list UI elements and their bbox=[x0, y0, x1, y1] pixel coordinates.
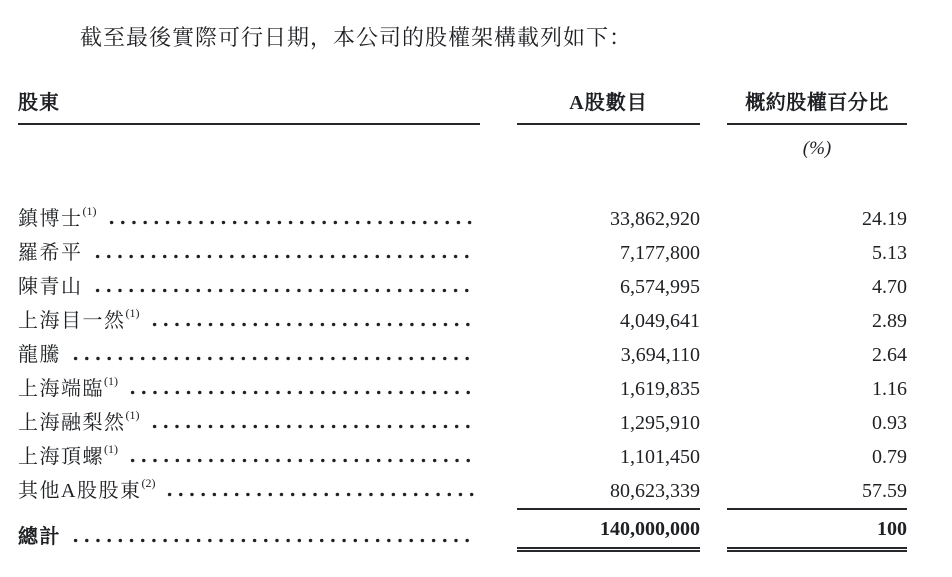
shares-value: 1,101,450 bbox=[620, 446, 700, 468]
shares-value: 6,574,995 bbox=[620, 276, 700, 298]
shareholder-name: 鎮博士 bbox=[18, 208, 83, 230]
shareholder-name: 羅希平 bbox=[18, 242, 83, 264]
table-row bbox=[18, 440, 907, 474]
percentage-value: 5.13 bbox=[872, 242, 907, 264]
shares-value: 80,623,339 bbox=[610, 480, 700, 502]
column-header-percentage: 概約股權百分比 bbox=[727, 90, 907, 125]
intro-text: 截至最後實際可行日期，本公司的股權架構載列如下： bbox=[80, 25, 633, 50]
table-header-row bbox=[18, 90, 907, 125]
dot-leader bbox=[70, 538, 474, 543]
table-row bbox=[18, 406, 907, 440]
shareholder-name: 其他A股股東 bbox=[18, 480, 142, 502]
footnote-marker: (1) bbox=[125, 306, 140, 320]
table-row bbox=[18, 202, 907, 236]
shares-value: 1,295,910 bbox=[620, 412, 700, 434]
percentage-value: 0.79 bbox=[872, 446, 907, 468]
percentage-value: 57.59 bbox=[862, 480, 907, 502]
percentage-value: 0.93 bbox=[872, 412, 907, 434]
table-row bbox=[18, 474, 907, 508]
table-row bbox=[18, 338, 907, 372]
shareholder-name: 上海融梨然 bbox=[18, 412, 126, 434]
column-header-shares: A股數目 bbox=[517, 90, 700, 125]
percentage-value: 2.64 bbox=[872, 344, 907, 366]
dot-leader bbox=[92, 254, 475, 259]
percentage-unit-row bbox=[18, 125, 907, 160]
percentage-value: 4.70 bbox=[872, 276, 907, 298]
shares-value: 3,694,110 bbox=[620, 344, 700, 366]
percentage-unit-label: (%) bbox=[802, 138, 832, 159]
dot-leader bbox=[70, 356, 474, 361]
dot-leader bbox=[106, 220, 475, 225]
footnote-marker: (1) bbox=[104, 442, 118, 456]
shares-value: 4,049,641 bbox=[620, 310, 700, 332]
shares-value: 33,862,920 bbox=[610, 208, 700, 230]
dot-leader bbox=[127, 390, 474, 395]
total-row bbox=[18, 508, 907, 552]
total-label: 總計 bbox=[18, 526, 61, 548]
shares-value: 7,177,800 bbox=[620, 242, 700, 264]
footnote-marker: (1) bbox=[104, 374, 118, 388]
total-shares-value: 140,000,000 bbox=[517, 508, 700, 552]
dot-leader bbox=[164, 492, 474, 497]
shareholder-name: 上海目一然 bbox=[18, 310, 126, 332]
percentage-value: 24.19 bbox=[862, 208, 907, 230]
shareholder-name: 上海端臨 bbox=[18, 378, 104, 400]
table-row bbox=[18, 270, 907, 304]
dot-leader bbox=[92, 288, 475, 293]
table-row bbox=[18, 304, 907, 338]
table-row bbox=[18, 236, 907, 270]
footnote-marker: (2) bbox=[141, 476, 156, 490]
column-header-shareholder: 股東 bbox=[18, 90, 480, 125]
shares-value: 1,619,835 bbox=[620, 378, 700, 400]
shareholder-name: 上海頂螺 bbox=[18, 446, 104, 468]
dot-leader bbox=[149, 424, 475, 429]
shareholder-name: 陳青山 bbox=[18, 276, 83, 298]
percentage-value: 2.89 bbox=[872, 310, 907, 332]
table-body bbox=[18, 202, 907, 508]
shareholder-name: 龍騰 bbox=[18, 344, 61, 366]
dot-leader bbox=[149, 322, 475, 327]
footnote-marker: (1) bbox=[82, 204, 97, 218]
percentage-value: 1.16 bbox=[872, 378, 907, 400]
dot-leader bbox=[127, 458, 474, 463]
footnote-marker: (1) bbox=[125, 408, 140, 422]
total-percentage-value: 100 bbox=[727, 508, 907, 552]
shareholding-table bbox=[18, 90, 907, 552]
table-row bbox=[18, 372, 907, 406]
